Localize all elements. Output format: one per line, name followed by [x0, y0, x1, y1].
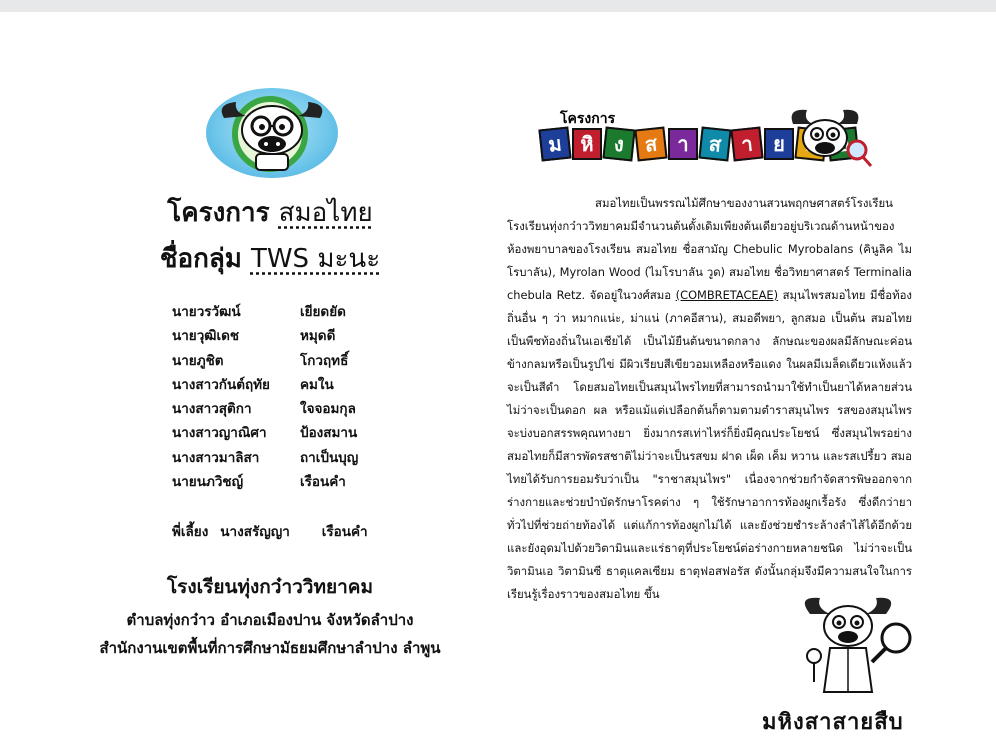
member-first-name: นางสาวสุติกา	[172, 401, 252, 418]
brand-wordmark: มหิงสาสายสืบ	[762, 710, 904, 735]
mentor-line	[172, 520, 380, 542]
member-row	[172, 470, 358, 494]
mentor-first-name: นางสรัญญา	[220, 524, 290, 540]
project-logo-letter: า	[730, 127, 763, 162]
buffalo-mascot-icon	[206, 88, 338, 178]
project-logo-letter: า	[668, 128, 698, 160]
member-last-name: เรือนคำ	[300, 474, 346, 491]
mentor-last-name: เรือนคำ	[321, 524, 368, 540]
project-logo-letter: ง	[602, 127, 635, 162]
member-last-name: ใจจอมกุล	[300, 401, 356, 418]
member-row	[172, 324, 358, 348]
project-title: โครงการ สมอไทย	[167, 198, 373, 228]
project-logo-letter: หิ	[572, 128, 602, 160]
member-last-name: ป้องสมาน	[300, 425, 358, 442]
member-last-name: เยียดยัด	[300, 304, 346, 320]
article-body	[507, 192, 912, 606]
document-page	[0, 12, 996, 755]
project-logo-letter: ส	[634, 127, 667, 162]
member-first-name: นายภูชิต	[172, 352, 224, 369]
member-first-name: นางสาวกันต์ฤทัย	[172, 376, 270, 393]
project-logo-letter: ม	[538, 127, 571, 162]
buffalo-magnifier-icon	[785, 104, 875, 174]
project-logo-letter: ย	[764, 128, 794, 160]
school-buffalo-logo	[206, 88, 338, 178]
member-last-name: หมุดดี	[300, 328, 336, 345]
project-logo	[540, 108, 860, 178]
member-first-name: นายวุฒิเดช	[172, 328, 240, 345]
school-name: โรงเรียนทุ่งกว๋าววิทยาคม	[166, 576, 374, 598]
member-row	[172, 373, 358, 397]
project-logo-letter: ส	[698, 127, 731, 162]
member-first-name: นางสาวญาณิศา	[172, 425, 267, 442]
member-first-name: นายวรวัฒน์	[172, 304, 241, 320]
detective-buffalo-mascot	[790, 592, 920, 702]
detective-buffalo-icon	[790, 592, 920, 702]
member-last-name: คมใน	[300, 376, 334, 393]
article-text-part2: สมุนไพรสมอไทย มีชื่อท้องถิ่นอื่น ๆ ว่า หมากแน่ะ, ม่าแน่ (ภาคอีสาน), สมอดีพยา, ลูกสมอ เป็นต้น สมอไทย เป็นพืชท้องถิ่นในเอเชียได้ เป็นไม้ยืนต้นขนาดกลาง ลักษณะของผลมีลักษณะค่อนข้างกลมหรือเป็นรูปไข่ มีผิวเรียบสีเขียวอมเหลืองหรือแดง ในผลมีเมล็ดเดียวแห้งแล้วจะเป็นสีดำ โดยสมอไทยเป็นสมุนไพรไทยที่สามารถนำมาใช้ทำเป็นยาได้หลายส่วนไม่ว่าจะเป็นดอก ผล หรือแม้แต่เปลือกต้นก็ตามตามตำราสมุนไพร รสของสมุนไพรจะบ่งบอกสรรพคุณทางยา ยิ่งมากรสเท่าไหร่ก็ยิ่งมีคุณประโยชน์ ซึ่งสมุนไพรอย่างสมอไทยก็มีสารพัดรสชาติไม่ว่าจะเป็นรสขม ฝาด เผ็ด เค็ม หวาน และรสเปรี้ยว สมอไทยได้รับการยอมรับว่าเป็น "ราชาสมุนไพร" เนื่องจากช่วยกำจัดสารพิษออกจากร่างกายและช่วยบำบัดรักษาโรคต่าง ๆ ใช้รักษาอาการท้องผูกเรื้อรัง ซึ่งดีกว่ายาทั่วไปที่ช่วยถ่ายท้องได้ แต่แก้การท้องผูกไม่ได้ และยังช่วยชำระล้างลำไส้ได้อีกด้วย และยังอุดมไปด้วยวิตามินและแร่ธาตุที่ประโยชน์ต่อร่างกายหลายชนิด ไม่ว่าจะเป็น วิตามินเอ วิตามินซี ธาตุแคลเซียม ธาตุฟอสฟอรัส ดังนั้นกลุ่มจึงมีความสนใจในการเรียนรู้เรื่องราวของสมอไทย ขึ้น	[507, 288, 912, 601]
member-row	[172, 349, 358, 373]
member-last-name: โกวฤทธิ์	[300, 352, 349, 369]
family-name: (COMBRETACEAE)	[675, 288, 779, 302]
member-last-name: ถาเป็นบุญ	[300, 449, 359, 466]
member-row	[172, 397, 358, 421]
project-logo-label: โครงการ	[560, 111, 616, 127]
article-paragraph	[507, 215, 912, 606]
member-row	[172, 446, 358, 470]
mentor-role: พี่เลี้ยง	[172, 524, 209, 540]
article-first-line: สมอไทยเป็นพรรณไม้ศึกษาของงานสวนพฤกษศาสตร์โรงเรียน	[595, 196, 893, 210]
viewer-top-bar	[0, 0, 996, 12]
member-first-name: นางสาวมาลิสา	[172, 449, 260, 466]
school-address: ตำบลทุ่งกว๋าว อำเภอเมืองปาน จังหวัดลำปาง	[126, 611, 414, 629]
article-text-part1: โรงเรียนทุ่งกว๋าววิทยาคมมีจำนวนต้นดั้งเดิมเพียงต้นเดียวอยู่บริเวณด้านหน้าของห้องพยาบาลของโรงเรียน สมอไทย ชื่อสามัญ Chebulic Myrobalans (คินูลิค ไมโรบาลัน), Myrolan Wood (ไมโรบาลัน วูด) สมอไทย ชื่อวิทยาศาสตร์ Terminalia chebula Retz. จัดอยู่ในวงศ์สมอ	[507, 219, 912, 302]
member-first-name: นายนภวิชญ์	[172, 474, 244, 491]
member-row	[172, 421, 358, 445]
education-office: สำนักงานเขตพื้นที่การศึกษามัธยมศึกษาลำปาง ลำพูน	[99, 639, 441, 657]
group-name: ชื่อกลุ่ม TWS มะนะ	[159, 244, 381, 274]
member-row	[172, 300, 358, 324]
member-list	[172, 300, 358, 494]
